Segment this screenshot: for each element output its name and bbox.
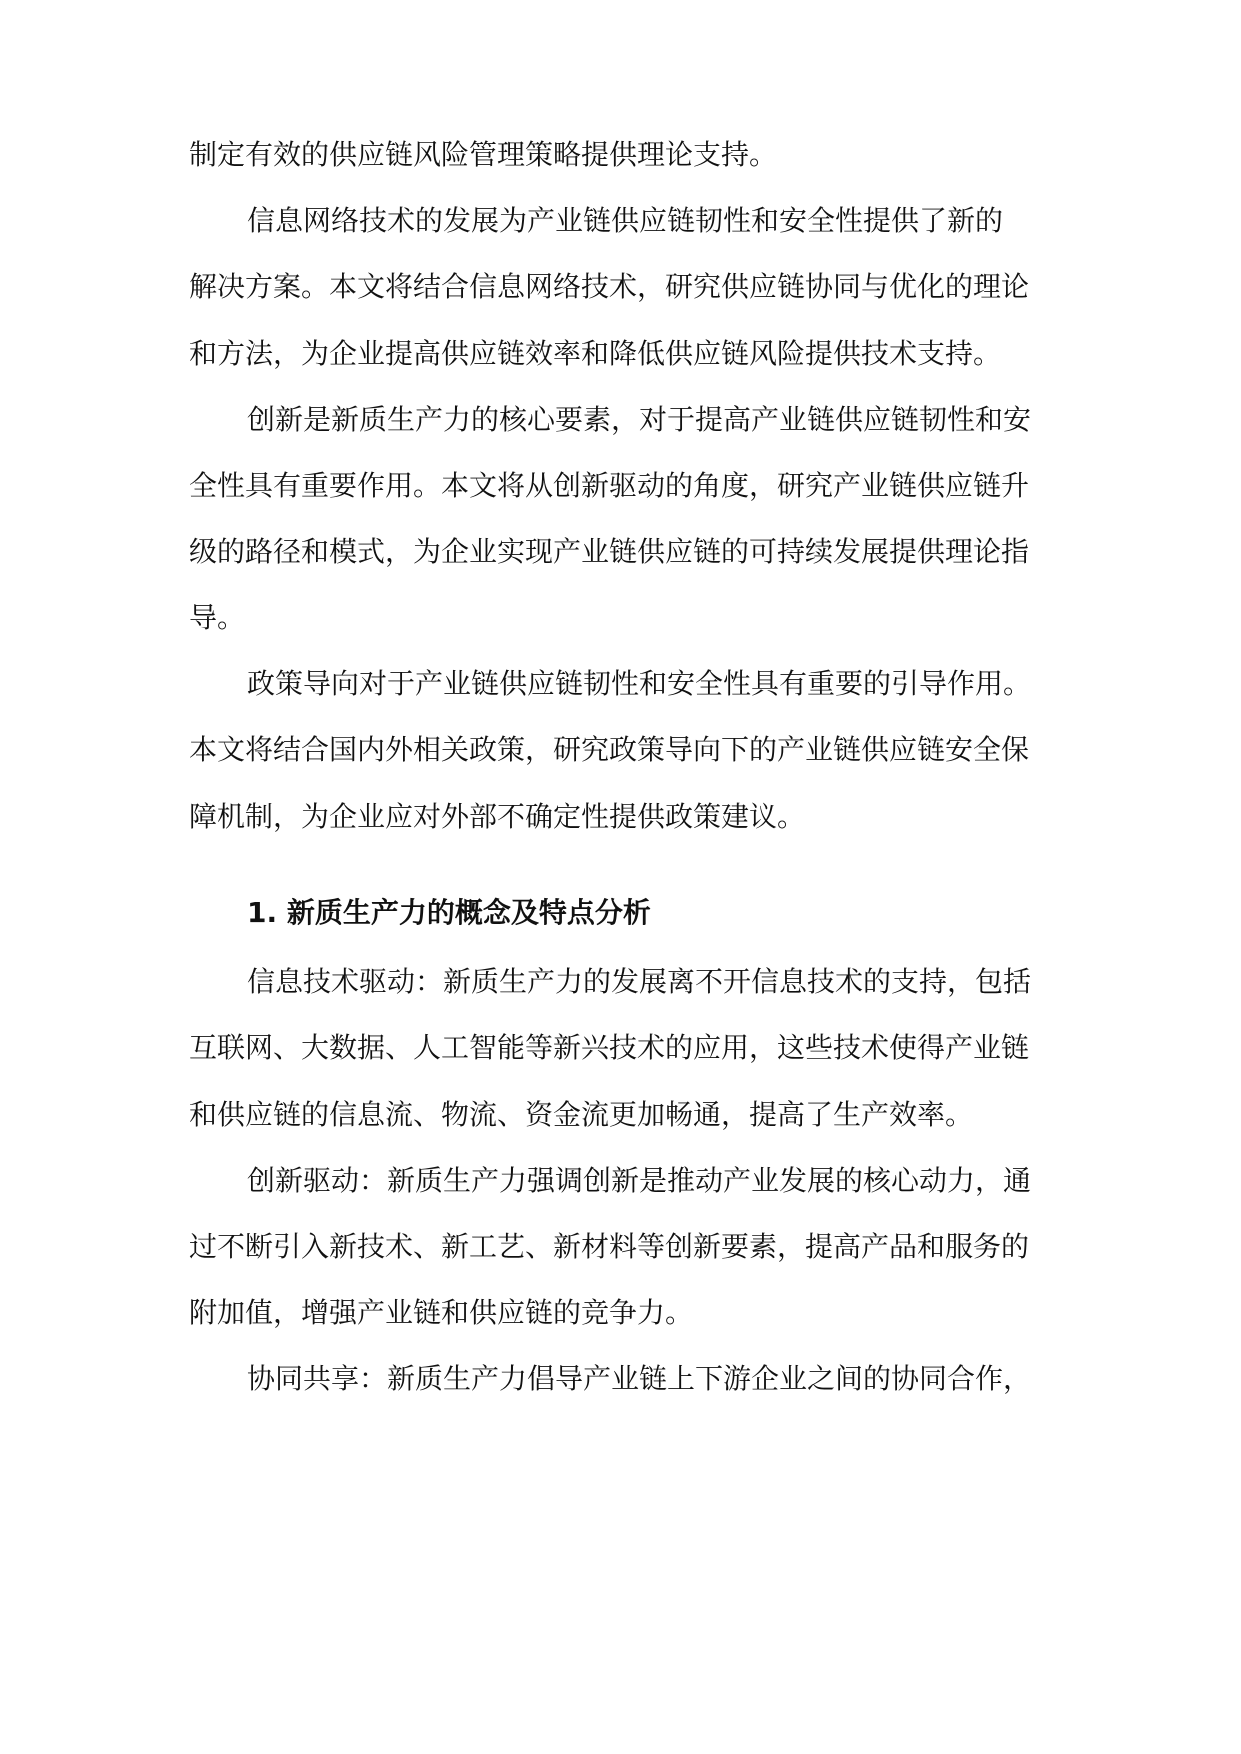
paragraph-line: 信息网络技术的发展为产业链供应链韧性和安全性提供了新的	[247, 204, 1004, 237]
paragraph-line: 解决方案。本文将结合信息网络技术，研究供应链协同与优化的理论	[189, 270, 1030, 303]
paragraph-line: 附加值，增强产业链和供应链的竞争力。	[189, 1296, 694, 1329]
paragraph-line: 和供应链的信息流、物流、资金流更加畅通，提高了生产效率。	[189, 1098, 974, 1131]
section-heading: 1. 新质生产力的概念及特点分析	[247, 896, 651, 929]
paragraph-line: 创新驱动：新质生产力强调创新是推动产业发展的核心动力，通	[247, 1164, 1032, 1197]
paragraph-line: 政策导向对于产业链供应链韧性和安全性具有重要的引导作用。	[247, 667, 1032, 700]
paragraph-line: 全性具有重要作用。本文将从创新驱动的角度，研究产业链供应链升	[189, 469, 1030, 502]
paragraph-line: 本文将结合国内外相关政策，研究政策导向下的产业链供应链安全保	[189, 733, 1030, 766]
paragraph-line: 协同共享：新质生产力倡导产业链上下游企业之间的协同合作，	[247, 1362, 1032, 1395]
paragraph-line: 创新是新质生产力的核心要素，对于提高产业链供应链韧性和安	[247, 403, 1032, 436]
paragraph-line: 障机制，为企业应对外部不确定性提供政策建议。	[189, 800, 806, 833]
paragraph-line: 导。	[189, 601, 246, 634]
paragraph-line: 制定有效的供应链风险管理策略提供理论支持。	[189, 138, 778, 171]
paragraph-line: 级的路径和模式，为企业实现产业链供应链的可持续发展提供理论指	[189, 535, 1030, 568]
paragraph-line: 和方法，为企业提高供应链效率和降低供应链风险提供技术支持。	[189, 337, 1002, 370]
paragraph-line: 互联网、大数据、人工智能等新兴技术的应用，这些技术使得产业链	[189, 1031, 1030, 1064]
paragraph-line: 过不断引入新技术、新工艺、新材料等创新要素，提高产品和服务的	[189, 1230, 1030, 1263]
paragraph-line: 信息技术驱动：新质生产力的发展离不开信息技术的支持，包括	[247, 965, 1032, 998]
